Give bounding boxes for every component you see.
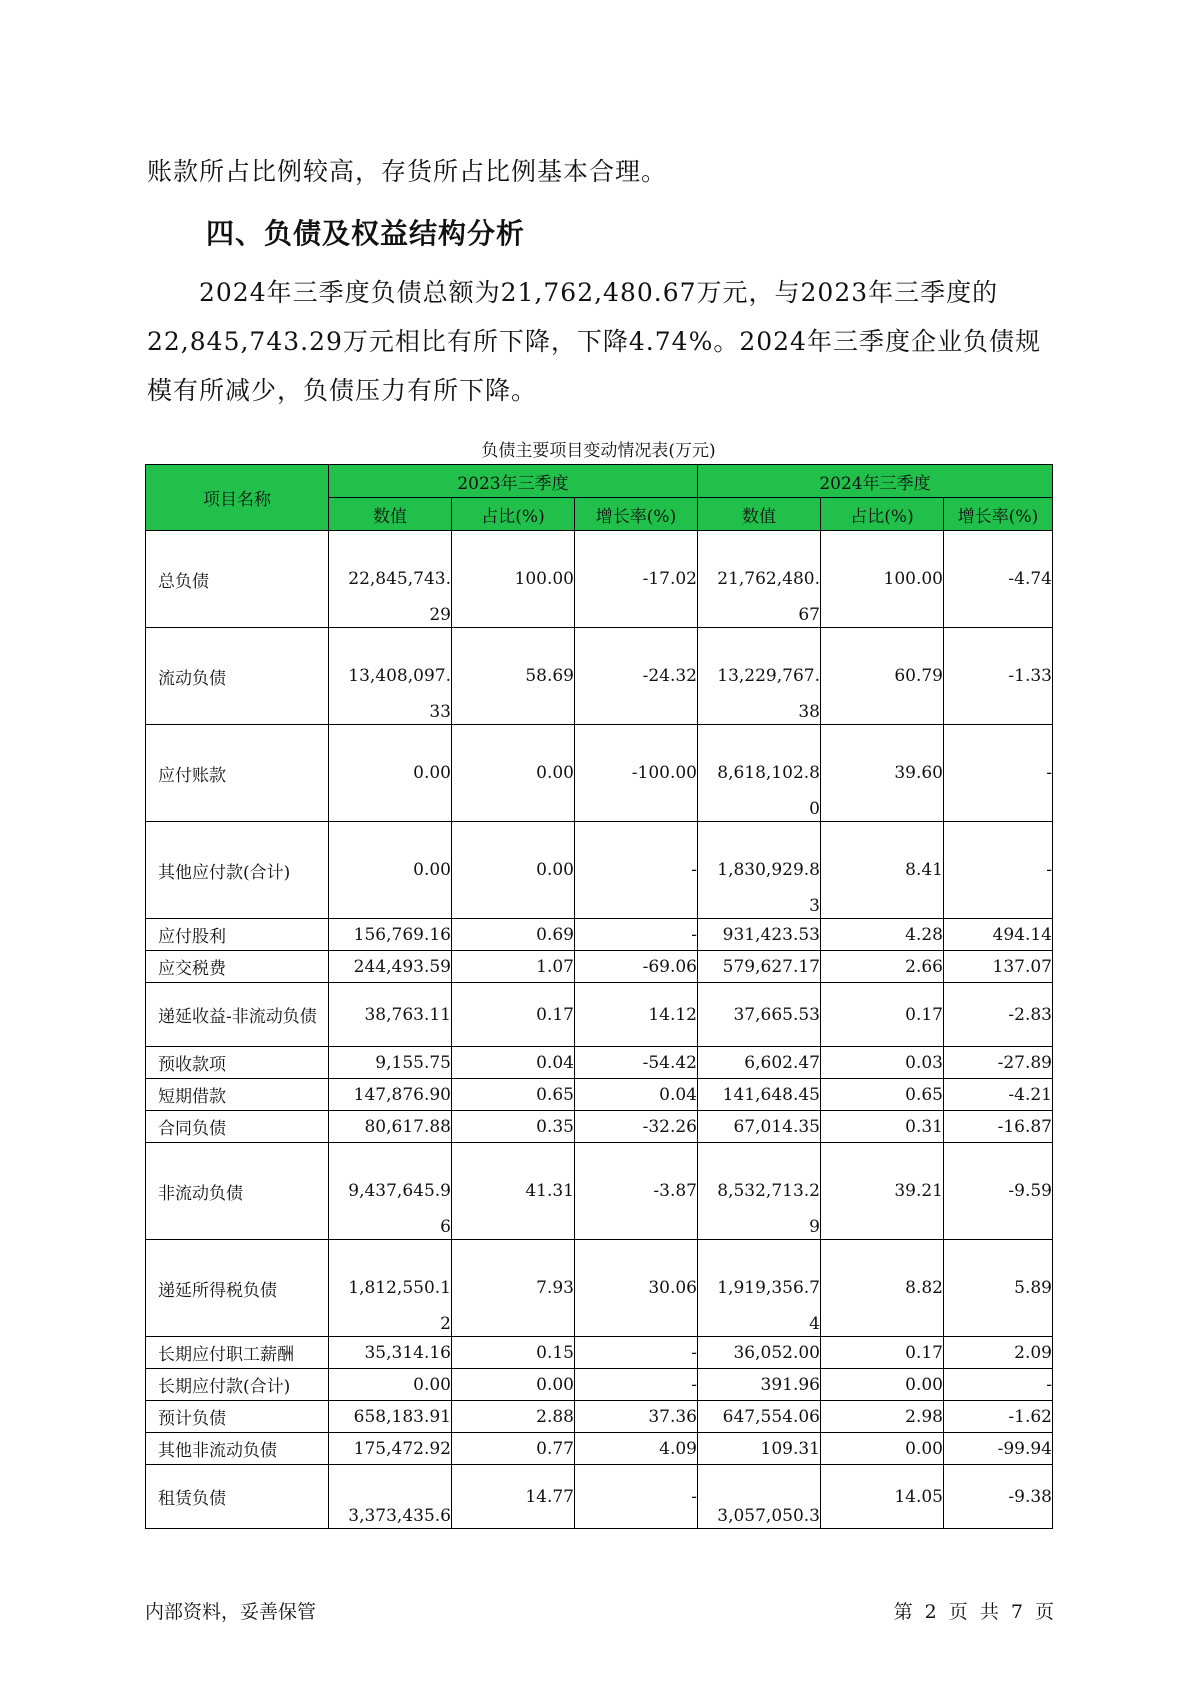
table-row [146, 1337, 1053, 1369]
value-2024-line1: 8,618,102.8 [717, 763, 820, 783]
value-2024-line1: 1,830,929.8 [717, 860, 820, 880]
share-2023: 0.00 [452, 822, 575, 919]
growth-2023: - [575, 1337, 698, 1369]
value-2024 [698, 628, 821, 725]
row-item-name: 合同负债 [146, 1111, 329, 1143]
growth-2024: -27.89 [944, 1047, 1053, 1079]
growth-2024: -1.62 [944, 1401, 1053, 1433]
growth-2024: -2.83 [944, 983, 1053, 1047]
row-item-name: 流动负债 [146, 628, 329, 725]
value-2024-line2: 0 [809, 799, 820, 819]
table-row [146, 1143, 1053, 1240]
value-2024: 647,554.06 [698, 1401, 821, 1433]
value-2023: 35,314.16 [329, 1337, 452, 1369]
growth-2023: 30.06 [575, 1240, 698, 1337]
growth-2023: -54.42 [575, 1047, 698, 1079]
table-row [146, 1240, 1053, 1337]
share-2024: 0.31 [821, 1111, 944, 1143]
growth-2024: -1.33 [944, 628, 1053, 725]
value-2023-line1: 9,437,645.9 [348, 1181, 451, 1201]
share-2023: 0.77 [452, 1433, 575, 1465]
growth-2024: -4.21 [944, 1079, 1053, 1111]
growth-2024: - [944, 1369, 1053, 1401]
row-item-name: 租赁负债 [146, 1465, 329, 1529]
value-2024: 141,648.45 [698, 1079, 821, 1111]
growth-2024: -4.74 [944, 531, 1053, 628]
value-2024-line2: 38 [798, 702, 820, 722]
value-2023-line1: 0.00 [413, 763, 451, 783]
value-2023-line2: 6 [440, 1217, 451, 1237]
value-2024-line1: 8,532,713.2 [717, 1181, 820, 1201]
growth-2023: 14.12 [575, 983, 698, 1047]
share-2023: 1.07 [452, 951, 575, 983]
value-2023-line1: 1,812,550.1 [348, 1278, 451, 1298]
share-2024: 100.00 [821, 531, 944, 628]
growth-2023: - [575, 822, 698, 919]
header-period-2023: 2023年三季度 [329, 465, 698, 498]
share-2024: 39.21 [821, 1143, 944, 1240]
table-row [146, 919, 1053, 951]
value-2024: 6,602.47 [698, 1047, 821, 1079]
value-2024: 109.31 [698, 1433, 821, 1465]
value-2023: 38,763.11 [329, 983, 452, 1047]
value-2023: 147,876.90 [329, 1079, 452, 1111]
row-item-name: 应付账款 [146, 725, 329, 822]
value-2024-line1: 21,762,480. [717, 569, 820, 589]
row-item-name: 递延所得税负债 [146, 1240, 329, 1337]
share-2024: 0.00 [821, 1369, 944, 1401]
share-2023: 0.69 [452, 919, 575, 951]
header-share-2024: 占比(%) [821, 498, 944, 531]
growth-2023: 4.09 [575, 1433, 698, 1465]
value-2024: 36,052.00 [698, 1337, 821, 1369]
growth-2024: - [944, 822, 1053, 919]
section-heading: 四、负债及权益结构分析 [206, 217, 526, 250]
value-2024-line2: 3,057,050.3 [717, 1506, 820, 1526]
value-2024-line2: 9 [809, 1217, 820, 1237]
intro-paragraph: 账款所占比例较高，存货所占比例基本合理。 [147, 157, 668, 186]
growth-2024: -99.94 [944, 1433, 1053, 1465]
share-2024: 8.82 [821, 1240, 944, 1337]
value-2023: 80,617.88 [329, 1111, 452, 1143]
row-item-name: 其他应付款(合计) [146, 822, 329, 919]
value-2023-line2: 3,373,435.6 [348, 1506, 451, 1526]
table-row [146, 1433, 1053, 1465]
share-2023: 58.69 [452, 628, 575, 725]
growth-2023: - [575, 1465, 698, 1529]
value-2024 [698, 1143, 821, 1240]
value-2023: 0.00 [329, 1369, 452, 1401]
share-2024: 0.65 [821, 1079, 944, 1111]
share-2023: 0.15 [452, 1337, 575, 1369]
row-item-name: 长期应付款(合计) [146, 1369, 329, 1401]
value-2024-line2: 67 [798, 605, 820, 625]
share-2023: 0.17 [452, 983, 575, 1047]
growth-2024: 137.07 [944, 951, 1053, 983]
header-value-2024: 数值 [698, 498, 821, 531]
share-2024: 0.17 [821, 1337, 944, 1369]
row-item-name: 预收款项 [146, 1047, 329, 1079]
table-row [146, 628, 1053, 725]
share-2023: 0.04 [452, 1047, 575, 1079]
table-row [146, 1047, 1053, 1079]
value-2024: 391.96 [698, 1369, 821, 1401]
table-row [146, 983, 1053, 1047]
share-2023: 0.35 [452, 1111, 575, 1143]
value-2023-line2: 2 [440, 1314, 451, 1334]
value-2024-line1: 13,229,767. [717, 666, 820, 686]
share-2023: 0.00 [452, 1369, 575, 1401]
table-row [146, 951, 1053, 983]
value-2023: 156,769.16 [329, 919, 452, 951]
share-2023: 41.31 [452, 1143, 575, 1240]
table-row [146, 531, 1053, 628]
value-2024: 37,665.53 [698, 983, 821, 1047]
share-2024: 2.66 [821, 951, 944, 983]
value-2023-line1: 22,845,743. [348, 569, 451, 589]
value-2023 [329, 1240, 452, 1337]
value-2024-line1: 1,919,356.7 [717, 1278, 820, 1298]
growth-2023: -3.87 [575, 1143, 698, 1240]
row-item-name: 应交税费 [146, 951, 329, 983]
table-row [146, 1369, 1053, 1401]
value-2024: 579,627.17 [698, 951, 821, 983]
growth-2023: -69.06 [575, 951, 698, 983]
value-2023-line2: 29 [429, 605, 451, 625]
growth-2024: -16.87 [944, 1111, 1053, 1143]
table-row [146, 822, 1053, 919]
growth-2023: - [575, 1369, 698, 1401]
header-value-2023: 数值 [329, 498, 452, 531]
table-row [146, 1111, 1053, 1143]
value-2024-line2: 3 [809, 896, 820, 916]
table-row [146, 1465, 1053, 1529]
share-2023: 14.77 [452, 1465, 575, 1529]
share-2024: 14.05 [821, 1465, 944, 1529]
header-share-2023: 占比(%) [452, 498, 575, 531]
share-2023: 100.00 [452, 531, 575, 628]
row-item-name: 非流动负债 [146, 1143, 329, 1240]
footer-page-number: 第 2 页 共 7 页 [893, 1601, 1054, 1623]
value-2023 [329, 628, 452, 725]
row-item-name: 应付股利 [146, 919, 329, 951]
table-body [146, 531, 1053, 1529]
share-2024: 60.79 [821, 628, 944, 725]
share-2024: 8.41 [821, 822, 944, 919]
growth-2024: -9.38 [944, 1465, 1053, 1529]
growth-2024: - [944, 725, 1053, 822]
value-2023 [329, 1143, 452, 1240]
value-2024 [698, 1240, 821, 1337]
value-2023-line1: 13,408,097. [348, 666, 451, 686]
growth-2024: 494.14 [944, 919, 1053, 951]
value-2024: 67,014.35 [698, 1111, 821, 1143]
header-period-2024: 2024年三季度 [698, 465, 1053, 498]
share-2024: 4.28 [821, 919, 944, 951]
table-title: 负债主要项目变动情况表(万元) [481, 441, 716, 461]
row-item-name: 长期应付职工薪酬 [146, 1337, 329, 1369]
value-2024 [698, 822, 821, 919]
row-item-name: 其他非流动负债 [146, 1433, 329, 1465]
value-2023-line2: 33 [429, 702, 451, 722]
value-2023 [329, 725, 452, 822]
value-2024 [698, 1465, 821, 1529]
growth-2023: -24.32 [575, 628, 698, 725]
value-2023: 9,155.75 [329, 1047, 452, 1079]
share-2024: 2.98 [821, 1401, 944, 1433]
value-2023 [329, 1465, 452, 1529]
row-item-name: 短期借款 [146, 1079, 329, 1111]
row-item-name: 预计负债 [146, 1401, 329, 1433]
value-2023-line1: 0.00 [413, 860, 451, 880]
share-2023: 7.93 [452, 1240, 575, 1337]
share-2024: 39.60 [821, 725, 944, 822]
value-2024: 931,423.53 [698, 919, 821, 951]
growth-2023: - [575, 919, 698, 951]
row-item-name: 总负债 [146, 531, 329, 628]
header-item-name: 项目名称 [146, 465, 329, 531]
value-2023 [329, 822, 452, 919]
growth-2023: 0.04 [575, 1079, 698, 1111]
growth-2024: 2.09 [944, 1337, 1053, 1369]
value-2023: 175,472.92 [329, 1433, 452, 1465]
growth-2023: 37.36 [575, 1401, 698, 1433]
value-2024-line2: 4 [809, 1314, 820, 1334]
value-2024 [698, 725, 821, 822]
share-2023: 2.88 [452, 1401, 575, 1433]
liability-table [145, 464, 1053, 1529]
table-row [146, 1079, 1053, 1111]
table-row [146, 1401, 1053, 1433]
row-item-name: 递延收益-非流动负债 [146, 983, 329, 1047]
value-2023 [329, 531, 452, 628]
growth-2023: -32.26 [575, 1111, 698, 1143]
value-2023: 658,183.91 [329, 1401, 452, 1433]
value-2023: 244,493.59 [329, 951, 452, 983]
body-paragraph: 2024年三季度负债总额为21,762,480.67万元，与2023年三季度的22,845,743.29万元相比有所下降，下降4.74%。2024年三季度企业负债规模有所减少，负债压力有所下降。 [147, 278, 1041, 405]
share-2024: 0.17 [821, 983, 944, 1047]
table-row [146, 725, 1053, 822]
share-2024: 0.00 [821, 1433, 944, 1465]
header-growth-2023: 增长率(%) [575, 498, 698, 531]
growth-2024: 5.89 [944, 1240, 1053, 1337]
share-2024: 0.03 [821, 1047, 944, 1079]
share-2023: 0.00 [452, 725, 575, 822]
share-2023: 0.65 [452, 1079, 575, 1111]
footer-confidential-note: 内部资料，妥善保管 [145, 1601, 317, 1623]
growth-2024: -9.59 [944, 1143, 1053, 1240]
value-2024 [698, 531, 821, 628]
growth-2023: -100.00 [575, 725, 698, 822]
header-growth-2024: 增长率(%) [944, 498, 1053, 531]
growth-2023: -17.02 [575, 531, 698, 628]
